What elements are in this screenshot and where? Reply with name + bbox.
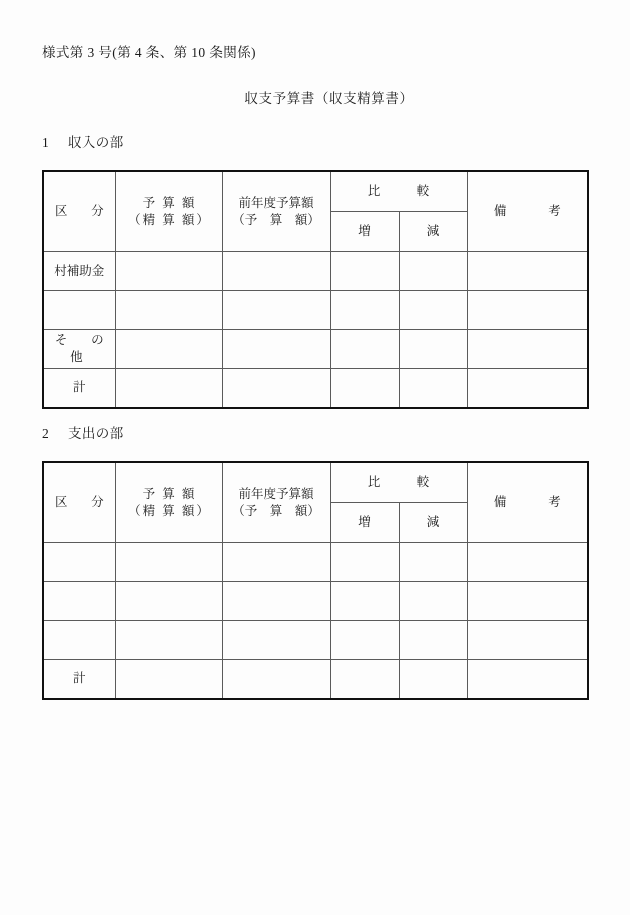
cell-biko[interactable] (467, 291, 588, 330)
cell-zennendo[interactable] (222, 621, 330, 660)
cell-kubun[interactable] (43, 582, 115, 621)
cell-biko[interactable] (467, 621, 588, 660)
header-hikaku: 比 較 (330, 171, 467, 212)
expense-table (42, 461, 589, 700)
form-code-label: 様式第 3 号(第 4 条、第 10 条関係) (42, 45, 256, 60)
section-label-income: 収入の部 (68, 135, 124, 150)
cell-zennendo[interactable] (222, 582, 330, 621)
cell-zou[interactable] (330, 582, 399, 621)
cell-gen[interactable] (399, 621, 467, 660)
header-yosan-line2: （精 算 額） (128, 212, 211, 227)
header-kubun: 区 分 (43, 462, 115, 543)
header-zennendo-line2: （予 算 額） (232, 212, 320, 227)
header-zou: 増 (330, 503, 399, 543)
cell-kubun[interactable]: 村補助金 (43, 252, 115, 291)
cell-zou[interactable] (330, 330, 399, 369)
section-label-expense: 支出の部 (68, 426, 124, 441)
table-row (43, 621, 588, 660)
table-row (43, 582, 588, 621)
header-zennendo-line1: 前年度予算額 (238, 195, 314, 210)
header-yosan-line1: 予 算 額 (142, 486, 197, 501)
cell-yosan[interactable] (115, 582, 222, 621)
cell-kubun[interactable] (43, 291, 115, 330)
cell-biko[interactable] (467, 369, 588, 408)
header-gen: 減 (399, 503, 467, 543)
header-gen: 減 (399, 212, 467, 252)
section-heading-expense (42, 427, 124, 441)
cell-biko[interactable] (467, 582, 588, 621)
cell-kubun[interactable] (43, 543, 115, 582)
cell-zennendo[interactable] (222, 660, 330, 699)
cell-zennendo[interactable] (222, 369, 330, 408)
header-yosan (115, 171, 222, 252)
header-yosan (115, 462, 222, 543)
cell-zou[interactable] (330, 252, 399, 291)
section-heading-income (42, 136, 124, 150)
cell-yosan[interactable] (115, 369, 222, 408)
cell-biko[interactable] (467, 543, 588, 582)
table-total-row (43, 660, 588, 699)
document-title: 収支予算書（収支精算書） (244, 91, 414, 106)
income-table (42, 170, 589, 409)
cell-yosan[interactable] (115, 543, 222, 582)
header-biko: 備 考 (467, 462, 588, 543)
header-hikaku: 比 較 (330, 462, 467, 503)
section-number-expense: 2 (42, 426, 50, 441)
table-header-row (43, 171, 588, 212)
cell-kubun-total: 計 (43, 369, 115, 408)
header-biko: 備 考 (467, 171, 588, 252)
cell-yosan[interactable] (115, 621, 222, 660)
cell-gen[interactable] (399, 291, 467, 330)
table-row (43, 291, 588, 330)
cell-zennendo[interactable] (222, 330, 330, 369)
cell-zou[interactable] (330, 291, 399, 330)
header-kubun: 区 分 (43, 171, 115, 252)
header-zou: 増 (330, 212, 399, 252)
cell-zennendo[interactable] (222, 291, 330, 330)
table-header-row (43, 462, 588, 503)
cell-kubun[interactable]: そ の 他 (43, 330, 115, 369)
cell-zou[interactable] (330, 621, 399, 660)
header-zennendo-line2: （予 算 額） (232, 503, 320, 518)
cell-gen[interactable] (399, 582, 467, 621)
table-total-row (43, 369, 588, 408)
cell-zou[interactable] (330, 660, 399, 699)
cell-kubun[interactable] (43, 621, 115, 660)
header-zennendo (222, 462, 330, 543)
section-number-income: 1 (42, 135, 50, 150)
cell-biko[interactable] (467, 330, 588, 369)
cell-zennendo[interactable] (222, 543, 330, 582)
cell-yosan[interactable] (115, 660, 222, 699)
table-row (43, 330, 588, 369)
cell-zennendo[interactable] (222, 252, 330, 291)
header-yosan-line2: （精 算 額） (128, 503, 211, 518)
cell-biko[interactable] (467, 252, 588, 291)
header-zennendo (222, 171, 330, 252)
cell-gen[interactable] (399, 369, 467, 408)
cell-zou[interactable] (330, 543, 399, 582)
cell-zou[interactable] (330, 369, 399, 408)
header-zennendo-line1: 前年度予算額 (238, 486, 314, 501)
cell-yosan[interactable] (115, 252, 222, 291)
cell-biko[interactable] (467, 660, 588, 699)
cell-gen[interactable] (399, 660, 467, 699)
cell-yosan[interactable] (115, 291, 222, 330)
cell-yosan[interactable] (115, 330, 222, 369)
cell-gen[interactable] (399, 543, 467, 582)
table-row (43, 252, 588, 291)
cell-kubun-total: 計 (43, 660, 115, 699)
table-row (43, 543, 588, 582)
cell-gen[interactable] (399, 330, 467, 369)
cell-gen[interactable] (399, 252, 467, 291)
header-yosan-line1: 予 算 額 (142, 195, 197, 210)
